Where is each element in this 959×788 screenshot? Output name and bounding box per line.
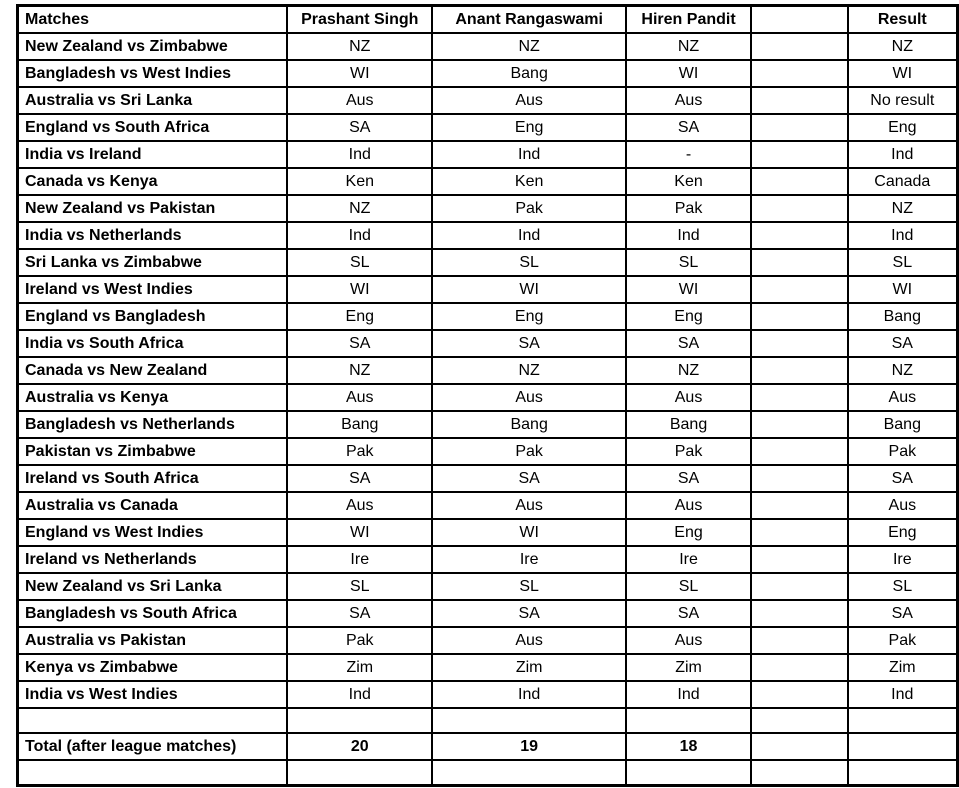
match-cell: Pakistan vs Zimbabwe: [18, 438, 288, 465]
prediction-cell-anant: SA: [432, 465, 626, 492]
match-row: [18, 87, 958, 114]
match-row: [18, 357, 958, 384]
prediction-cell-hiren: SL: [626, 249, 751, 276]
match-row: [18, 114, 958, 141]
result-cell: No result: [848, 87, 958, 114]
match-cell: Canada vs New Zealand: [18, 357, 288, 384]
match-cell: New Zealand vs Zimbabwe: [18, 33, 288, 60]
spacer-cell: [751, 708, 848, 733]
table-header: [18, 6, 958, 34]
empty-row: [18, 760, 958, 785]
prediction-cell-hiren: SA: [626, 330, 751, 357]
prediction-cell-hiren: Pak: [626, 438, 751, 465]
spacer-cell: [751, 546, 848, 573]
spacer-cell: [751, 465, 848, 492]
prediction-cell-anant: Ind: [432, 681, 626, 708]
prediction-cell-anant: Aus: [432, 492, 626, 519]
match-cell: Australia vs Canada: [18, 492, 288, 519]
column-header-matches: Matches: [18, 6, 288, 34]
prediction-cell-hiren: 18: [626, 733, 751, 760]
prediction-cell-prashant: 20: [287, 733, 432, 760]
prediction-cell-hiren: Eng: [626, 303, 751, 330]
prediction-cell-prashant: WI: [287, 60, 432, 87]
match-row: [18, 411, 958, 438]
prediction-cell-prashant: Bang: [287, 411, 432, 438]
match-cell: [18, 708, 288, 733]
prediction-cell-hiren: Zim: [626, 654, 751, 681]
prediction-cell-hiren: WI: [626, 276, 751, 303]
prediction-cell-hiren: WI: [626, 60, 751, 87]
prediction-cell-anant: SL: [432, 249, 626, 276]
prediction-cell-hiren: Ind: [626, 222, 751, 249]
prediction-cell-prashant: Ind: [287, 681, 432, 708]
result-cell: SA: [848, 465, 958, 492]
result-cell: Pak: [848, 438, 958, 465]
prediction-cell-hiren: Eng: [626, 519, 751, 546]
prediction-cell-anant: Bang: [432, 411, 626, 438]
prediction-cell-prashant: [287, 708, 432, 733]
result-cell: NZ: [848, 33, 958, 60]
match-cell: England vs Bangladesh: [18, 303, 288, 330]
spacer-cell: [751, 438, 848, 465]
result-cell: Canada: [848, 168, 958, 195]
column-header-anant-rangaswami: Anant Rangaswami: [432, 6, 626, 34]
prediction-cell-anant: WI: [432, 276, 626, 303]
match-cell: India vs Ireland: [18, 141, 288, 168]
result-cell: SL: [848, 249, 958, 276]
prediction-cell-prashant: Eng: [287, 303, 432, 330]
result-cell: Ind: [848, 222, 958, 249]
match-row: [18, 573, 958, 600]
match-cell: India vs South Africa: [18, 330, 288, 357]
match-cell: India vs West Indies: [18, 681, 288, 708]
match-cell: [18, 760, 288, 785]
result-cell: [848, 708, 958, 733]
match-cell: India vs Netherlands: [18, 222, 288, 249]
prediction-cell-prashant: NZ: [287, 357, 432, 384]
match-row: [18, 303, 958, 330]
prediction-cell-hiren: SA: [626, 114, 751, 141]
prediction-cell-hiren: Ind: [626, 681, 751, 708]
prediction-cell-hiren: NZ: [626, 357, 751, 384]
match-cell: Bangladesh vs South Africa: [18, 600, 288, 627]
match-row: [18, 330, 958, 357]
prediction-cell-prashant: SA: [287, 330, 432, 357]
prediction-cell-prashant: Ind: [287, 222, 432, 249]
column-header-result: Result: [848, 6, 958, 34]
spreadsheet: [16, 4, 959, 787]
match-row: [18, 195, 958, 222]
prediction-cell-hiren: [626, 708, 751, 733]
prediction-cell-anant: Bang: [432, 60, 626, 87]
prediction-cell-anant: SL: [432, 573, 626, 600]
spacer-cell: [751, 114, 848, 141]
match-cell: Ireland vs South Africa: [18, 465, 288, 492]
prediction-cell-prashant: Ind: [287, 141, 432, 168]
result-cell: Aus: [848, 384, 958, 411]
result-cell: Eng: [848, 114, 958, 141]
match-row: [18, 438, 958, 465]
prediction-cell-prashant: Ken: [287, 168, 432, 195]
predictions-table: [16, 4, 959, 787]
spacer-cell: [751, 681, 848, 708]
spacer-cell: [751, 195, 848, 222]
match-cell: Ireland vs West Indies: [18, 276, 288, 303]
result-cell: NZ: [848, 195, 958, 222]
prediction-cell-prashant: SL: [287, 573, 432, 600]
prediction-cell-prashant: Aus: [287, 492, 432, 519]
match-cell: Bangladesh vs West Indies: [18, 60, 288, 87]
prediction-cell-anant: [432, 760, 626, 785]
prediction-cell-hiren: Pak: [626, 195, 751, 222]
prediction-cell-anant: Aus: [432, 87, 626, 114]
prediction-cell-prashant: Aus: [287, 87, 432, 114]
table-body: [18, 33, 958, 785]
spacer-cell: [751, 141, 848, 168]
match-row: [18, 276, 958, 303]
prediction-cell-hiren: Ire: [626, 546, 751, 573]
spacer-cell: [751, 60, 848, 87]
spacer-cell: [751, 760, 848, 785]
match-row: [18, 168, 958, 195]
result-cell: NZ: [848, 357, 958, 384]
result-cell: Zim: [848, 654, 958, 681]
prediction-cell-prashant: Pak: [287, 627, 432, 654]
match-row: [18, 627, 958, 654]
match-cell: New Zealand vs Sri Lanka: [18, 573, 288, 600]
result-cell: Aus: [848, 492, 958, 519]
prediction-cell-prashant: SA: [287, 114, 432, 141]
spacer-cell: [751, 519, 848, 546]
prediction-cell-anant: Eng: [432, 114, 626, 141]
spacer-cell: [751, 492, 848, 519]
match-row: [18, 519, 958, 546]
spacer-cell: [751, 384, 848, 411]
prediction-cell-anant: Aus: [432, 627, 626, 654]
match-row: [18, 492, 958, 519]
match-row: [18, 384, 958, 411]
column-header-prashant-singh: Prashant Singh: [287, 6, 432, 34]
prediction-cell-anant: Aus: [432, 384, 626, 411]
prediction-cell-anant: Ind: [432, 222, 626, 249]
match-cell: Total (after league matches): [18, 733, 288, 760]
empty-row: [18, 708, 958, 733]
result-cell: Ind: [848, 141, 958, 168]
prediction-cell-hiren: SA: [626, 465, 751, 492]
spacer-cell: [751, 330, 848, 357]
result-cell: Ind: [848, 681, 958, 708]
result-cell: SA: [848, 600, 958, 627]
prediction-cell-prashant: [287, 760, 432, 785]
total-row: [18, 733, 958, 760]
result-cell: SL: [848, 573, 958, 600]
prediction-cell-prashant: SL: [287, 249, 432, 276]
prediction-cell-prashant: SA: [287, 600, 432, 627]
match-row: [18, 600, 958, 627]
match-row: [18, 465, 958, 492]
match-cell: England vs West Indies: [18, 519, 288, 546]
match-row: [18, 681, 958, 708]
spacer-cell: [751, 222, 848, 249]
match-row: [18, 33, 958, 60]
prediction-cell-anant: Pak: [432, 195, 626, 222]
prediction-cell-prashant: Aus: [287, 384, 432, 411]
result-cell: [848, 760, 958, 785]
match-row: [18, 654, 958, 681]
result-cell: [848, 733, 958, 760]
result-cell: WI: [848, 276, 958, 303]
prediction-cell-anant: Zim: [432, 654, 626, 681]
header-row: [18, 6, 958, 34]
spacer-cell: [751, 33, 848, 60]
prediction-cell-anant: Ire: [432, 546, 626, 573]
column-header-hiren-pandit: Hiren Pandit: [626, 6, 751, 34]
spacer-cell: [751, 654, 848, 681]
result-cell: Ire: [848, 546, 958, 573]
match-row: [18, 222, 958, 249]
prediction-cell-anant: SA: [432, 600, 626, 627]
prediction-cell-prashant: Zim: [287, 654, 432, 681]
prediction-cell-prashant: Ire: [287, 546, 432, 573]
prediction-cell-hiren: Aus: [626, 87, 751, 114]
spacer-cell: [751, 168, 848, 195]
match-cell: England vs South Africa: [18, 114, 288, 141]
prediction-cell-prashant: NZ: [287, 33, 432, 60]
prediction-cell-anant: Ind: [432, 141, 626, 168]
match-cell: Australia vs Sri Lanka: [18, 87, 288, 114]
result-cell: Bang: [848, 411, 958, 438]
result-cell: Eng: [848, 519, 958, 546]
match-row: [18, 546, 958, 573]
prediction-cell-anant: Pak: [432, 438, 626, 465]
prediction-cell-prashant: Pak: [287, 438, 432, 465]
prediction-cell-hiren: SL: [626, 573, 751, 600]
spacer-cell: [751, 573, 848, 600]
prediction-cell-anant: Eng: [432, 303, 626, 330]
prediction-cell-hiren: Bang: [626, 411, 751, 438]
result-cell: WI: [848, 60, 958, 87]
prediction-cell-hiren: SA: [626, 600, 751, 627]
prediction-cell-anant: SA: [432, 330, 626, 357]
match-cell: Australia vs Pakistan: [18, 627, 288, 654]
result-cell: SA: [848, 330, 958, 357]
prediction-cell-anant: 19: [432, 733, 626, 760]
prediction-cell-anant: NZ: [432, 357, 626, 384]
match-cell: New Zealand vs Pakistan: [18, 195, 288, 222]
prediction-cell-prashant: WI: [287, 276, 432, 303]
prediction-cell-hiren: Ken: [626, 168, 751, 195]
prediction-cell-hiren: Aus: [626, 627, 751, 654]
prediction-cell-prashant: WI: [287, 519, 432, 546]
spacer-cell: [751, 249, 848, 276]
column-header-spacer: [751, 6, 848, 34]
spacer-cell: [751, 627, 848, 654]
match-row: [18, 141, 958, 168]
match-cell: Ireland vs Netherlands: [18, 546, 288, 573]
match-row: [18, 60, 958, 87]
prediction-cell-anant: Ken: [432, 168, 626, 195]
spacer-cell: [751, 303, 848, 330]
spacer-cell: [751, 357, 848, 384]
result-cell: Bang: [848, 303, 958, 330]
match-cell: Canada vs Kenya: [18, 168, 288, 195]
spacer-cell: [751, 276, 848, 303]
prediction-cell-hiren: -: [626, 141, 751, 168]
spacer-cell: [751, 87, 848, 114]
prediction-cell-hiren: Aus: [626, 492, 751, 519]
prediction-cell-hiren: NZ: [626, 33, 751, 60]
prediction-cell-hiren: [626, 760, 751, 785]
prediction-cell-prashant: NZ: [287, 195, 432, 222]
match-row: [18, 249, 958, 276]
spacer-cell: [751, 733, 848, 760]
match-cell: Kenya vs Zimbabwe: [18, 654, 288, 681]
spacer-cell: [751, 411, 848, 438]
spacer-cell: [751, 600, 848, 627]
match-cell: Australia vs Kenya: [18, 384, 288, 411]
prediction-cell-anant: WI: [432, 519, 626, 546]
match-cell: Sri Lanka vs Zimbabwe: [18, 249, 288, 276]
prediction-cell-prashant: SA: [287, 465, 432, 492]
result-cell: Pak: [848, 627, 958, 654]
match-cell: Bangladesh vs Netherlands: [18, 411, 288, 438]
prediction-cell-anant: NZ: [432, 33, 626, 60]
prediction-cell-anant: [432, 708, 626, 733]
prediction-cell-hiren: Aus: [626, 384, 751, 411]
